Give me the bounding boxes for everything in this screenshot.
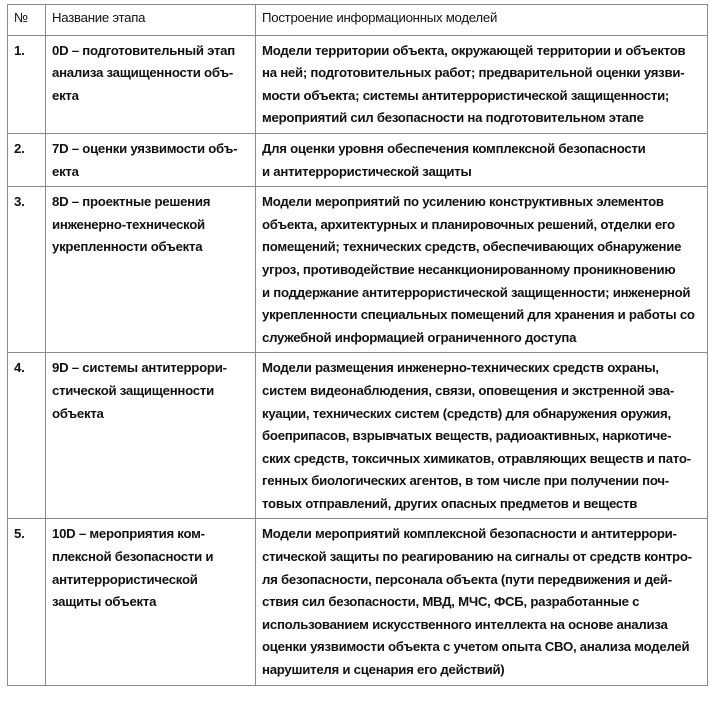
models-line: генных биологических агентов, в том числе при получении поч- — [262, 473, 669, 489]
stage-name-line: 9D – системы антитеррори- — [52, 360, 227, 376]
stage-name-line: объекта — [52, 405, 104, 421]
models-line: Модели мероприятий по усилению конструктивных элементов — [262, 194, 664, 210]
stage-name-line: защиты объекта — [52, 594, 157, 610]
models-line: оценки уязвимости объекта с учетом опыта СВО, анализа моделей — [262, 639, 690, 655]
models-cell — [256, 187, 708, 353]
models-line: объекта, архитектурных и планировочных решений, отделки его — [262, 216, 675, 232]
row-number: 5. — [8, 519, 46, 685]
models-line: на ней; подготовительных работ; предварительной оценки уязви- — [262, 65, 685, 81]
models-line: боеприпасов, взрывчатых веществ, радиоактивных, наркотиче- — [262, 428, 672, 444]
models-line: нарушителя и сценария его действий) — [262, 662, 505, 678]
stage-name-cell — [46, 133, 256, 186]
stage-name-line: анализа защищенности объ- — [52, 65, 234, 81]
row-number: 3. — [8, 187, 46, 353]
stage-name-line: антитеррористической — [52, 571, 198, 587]
models-line: мероприятий сил безопасности на подготовительном этапе — [262, 110, 644, 126]
models-line: ских средств, токсичных химикатов, отравляющих веществ и пато- — [262, 450, 691, 466]
models-line: мости объекта; системы антитеррористической защищенности; — [262, 87, 670, 103]
models-line: служебной информацией ограниченного доступа — [262, 329, 577, 345]
models-line: стической защиты по реагированию на сигналы от средств контро- — [262, 549, 692, 565]
stage-name-cell — [46, 519, 256, 685]
stage-name-line: екта — [52, 87, 79, 103]
models-line: и антитеррористической защиты — [262, 163, 472, 179]
stage-name-cell — [46, 187, 256, 353]
models-line: и поддержание антитеррористической защищенности; инженерной — [262, 284, 691, 300]
row-number: 4. — [8, 353, 46, 519]
models-cell — [256, 353, 708, 519]
models-line: Модели мероприятий комплексной безопасности и антитеррори- — [262, 526, 677, 542]
table-row — [8, 133, 708, 186]
models-line: ствия сил безопасности, МВД, МЧС, ФСБ, разработанные с — [262, 594, 640, 610]
models-line: систем видеонаблюдения, связи, оповещения и экстренной эва- — [262, 382, 674, 398]
models-cell — [256, 133, 708, 186]
table-row — [8, 519, 708, 685]
models-cell — [256, 519, 708, 685]
stage-name-line: укрепленности объекта — [52, 239, 203, 255]
stage-name-line: 8D – проектные решения — [52, 194, 211, 210]
stage-name-line: екта — [52, 163, 79, 179]
stage-name-line: инженерно-технической — [52, 216, 205, 232]
stage-name-line: 0D – подготовительный этап — [52, 42, 235, 58]
stages-table — [7, 4, 708, 686]
header-num: № — [8, 5, 46, 36]
models-line: ля безопасности, персонала объекта (пути передвижения и дей- — [262, 571, 672, 587]
stage-name-line: плексной безопасности и — [52, 549, 214, 565]
models-line: угроз, противодействие несанкционированному проникновению — [262, 261, 676, 277]
table-row — [8, 353, 708, 519]
models-line: Для оценки уровня обеспечения комплексной безопасности — [262, 140, 646, 156]
stage-name-line: стической защищенности — [52, 382, 214, 398]
models-line: товых отправлений, других опасных предметов и веществ — [262, 495, 638, 511]
models-line: помещений; технических средств, обеспечивающих обнаружение — [262, 239, 682, 255]
models-line: куации, технических систем (средств) для обнаружения оружия, — [262, 405, 671, 421]
models-line: использованием искусственного интеллекта на основе анализа — [262, 616, 668, 632]
table-row — [8, 187, 708, 353]
table-row — [8, 35, 708, 133]
stage-name-line: 7D – оценки уязвимости объ- — [52, 140, 238, 156]
models-line: Модели территории объекта, окружающей территории и объектов — [262, 42, 686, 58]
row-number: 1. — [8, 35, 46, 133]
header-models: Построение информационных моделей — [256, 5, 708, 36]
stage-name-cell — [46, 353, 256, 519]
stage-name-line: 10D – мероприятия ком- — [52, 526, 205, 542]
models-line: укрепленности специальных помещений для хранения и работы со — [262, 307, 695, 323]
models-cell — [256, 35, 708, 133]
models-line: Модели размещения инженерно-технических средств охраны, — [262, 360, 659, 376]
stage-name-cell — [46, 35, 256, 133]
header-row — [8, 5, 708, 36]
row-number: 2. — [8, 133, 46, 186]
header-stage-name: Название этапа — [46, 5, 256, 36]
